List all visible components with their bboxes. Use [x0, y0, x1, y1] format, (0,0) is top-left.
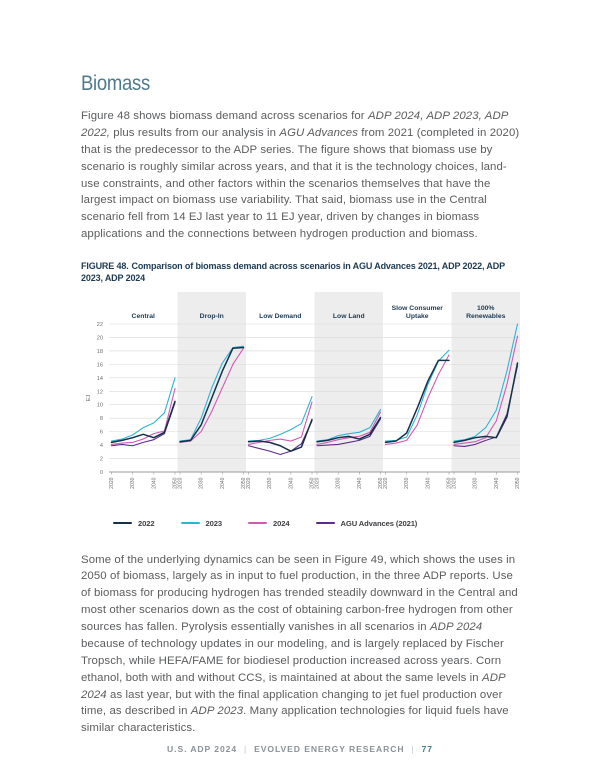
x-tick-label: 2050: [515, 477, 521, 489]
series-line-2024-slow-consumer-uptake: [386, 354, 450, 443]
x-tick-label: 2040: [493, 477, 500, 489]
page-footer: [0, 744, 600, 754]
y-tick-label: 12: [96, 388, 103, 395]
italic-text: ADP 2024: [81, 671, 506, 701]
y-tick-label: 4: [99, 442, 103, 449]
chart-legend: [113, 519, 523, 528]
italic-text: ADP 2024: [429, 621, 483, 633]
italic-text: ADP 2024, ADP 2023, ADP 2022,: [81, 110, 509, 139]
footer-brand: U.S. ADP 2024: [167, 744, 238, 754]
y-tick-label: 2: [99, 456, 103, 463]
y-axis-label: EJ: [86, 394, 92, 401]
panel-header-low-land: Low Land: [332, 312, 365, 320]
paragraph-1: [81, 108, 521, 243]
x-tick-label: 2020: [383, 477, 389, 489]
x-tick-label: 2030: [267, 477, 274, 489]
text-segment: as last year, but with the final application changing to jet fuel production over time, as described in: [81, 688, 503, 718]
y-tick-label: 6: [99, 429, 103, 436]
legend-label-2024: 2024: [273, 518, 290, 528]
text-segment: from 2021 (completed in 2020) that is the predecessor to the ADP series. The figure shows that biomass use by scenario is roughly similar across years, and that it is the technology choices, land-use constraints, and other factors within the scenarios themselves that have the largest impact on biomass use variability. That said, biomass use in the Central scenario fell from 14 EJ last year to 11 EJ year, driven by changes in biomass applications and the connections between hydrogen production and biomass.: [81, 126, 520, 241]
paragraph-2: [81, 552, 521, 738]
panel-header-drop-in: Drop-In: [199, 312, 224, 320]
x-tick-label: 2050: [309, 477, 316, 489]
figure-caption: [81, 260, 523, 284]
x-tick-label: 2030: [198, 477, 205, 489]
text-segment: Figure 48 shows biomass demand across scenarios for: [81, 110, 368, 122]
footer-page-number: 77: [421, 744, 433, 754]
x-tick-label: 2020: [314, 477, 321, 489]
footer-separator: |: [244, 744, 248, 754]
x-tick-label: 2020: [109, 477, 115, 489]
x-tick-label: 2040: [219, 477, 226, 489]
legend-label-agu-advances-2021: AGU Advances (2021): [340, 518, 418, 528]
x-tick-label: 2050: [378, 477, 384, 489]
panel-header-100-renewables: 100% Renewables: [466, 304, 506, 320]
y-tick-label: 22: [96, 321, 103, 328]
legend-swatch-2022: [113, 522, 132, 524]
series-line-2024-central: [112, 388, 176, 444]
text-segment: . Many application technologies for liquid fuels have similar characteristics.: [81, 705, 509, 735]
y-tick-label: 20: [96, 334, 103, 341]
x-tick-label: 2030: [130, 477, 137, 489]
panel-header-low-demand: Low Demand: [259, 312, 302, 320]
footer-org: EVOLVED ENERGY RESEARCH: [254, 744, 405, 754]
legend-swatch-2024: [248, 522, 267, 524]
italic-text: ADP 2023: [190, 705, 244, 718]
series-line-2024-low-demand: [249, 402, 313, 444]
x-tick-label: 2050: [172, 477, 179, 489]
x-tick-label: 2020: [451, 477, 458, 489]
legend-item-2023: [181, 519, 223, 528]
legend-item-2024: [248, 519, 290, 528]
legend-item-agu-advances-2021: [316, 519, 418, 528]
legend-swatch-agu-advances-2021: [316, 522, 335, 524]
y-tick-label: 14: [96, 375, 103, 382]
text-segment: Some of the underlying dynamics can be seen in Figure 49, which shows the uses in 2050 of biomass, largely as in input to fuel production, in the three ADP reports. Use of biomass for producing hydrogen has trended steadily downward in the Central and most other scenarios down as the cost of obtaining carbon-free hydrogen from other sources has fallen. Pyrolysis essentially vanishes in all scenarios in: [81, 553, 518, 633]
footer-separator: |: [411, 744, 415, 754]
legend-label-2022: 2022: [138, 518, 155, 528]
page-title: Biomass: [81, 72, 151, 95]
y-tick-label: 0: [99, 469, 103, 476]
text-segment: because of technology updates in our modeling, and is largely replaced by Fischer Tropsch, while HEFA/FAME for biodiesel production increased across years. Corn ethanol, both with and without CCS, is maintained at about the same levels in: [81, 637, 504, 684]
x-tick-label: 2030: [335, 477, 342, 489]
x-tick-label: 2040: [288, 477, 295, 489]
x-tick-label: 2050: [446, 477, 453, 489]
x-tick-label: 2040: [425, 477, 432, 489]
x-tick-label: 2030: [404, 477, 411, 489]
panel-header-slow-consumer-uptake: Slow Consumer Uptake: [391, 304, 443, 320]
panel-header-central: Central: [131, 312, 155, 320]
legend-swatch-2023: [181, 522, 200, 524]
italic-text: AGU Advances: [279, 126, 359, 139]
x-tick-label: 2040: [151, 477, 158, 489]
x-tick-label: 2020: [177, 477, 184, 489]
y-tick-label: 10: [96, 402, 103, 409]
x-tick-label: 2020: [246, 477, 252, 489]
legend-label-2023: 2023: [205, 518, 222, 528]
figure-label: FIGURE 48.: [81, 260, 129, 271]
x-tick-label: 2050: [241, 477, 247, 489]
text-segment: plus results from our analysis in: [110, 126, 280, 139]
figure-caption-text: Comparison of biomass demand across scenarios in AGU Advances 2021, ADP 2022, ADP 2023, ADP 2024: [81, 260, 505, 283]
figure-48-chart: [83, 290, 523, 528]
y-tick-label: 8: [99, 415, 103, 422]
x-tick-label: 2040: [356, 477, 363, 489]
y-tick-label: 16: [96, 361, 103, 368]
legend-item-2022: [113, 519, 155, 528]
series-line-agu-advances-2021-low-demand: [249, 420, 313, 454]
x-tick-label: 2030: [472, 477, 479, 489]
y-tick-label: 18: [96, 348, 103, 355]
series-line-2023-slow-consumer-uptake: [386, 350, 450, 441]
chart-canvas: [83, 290, 523, 516]
